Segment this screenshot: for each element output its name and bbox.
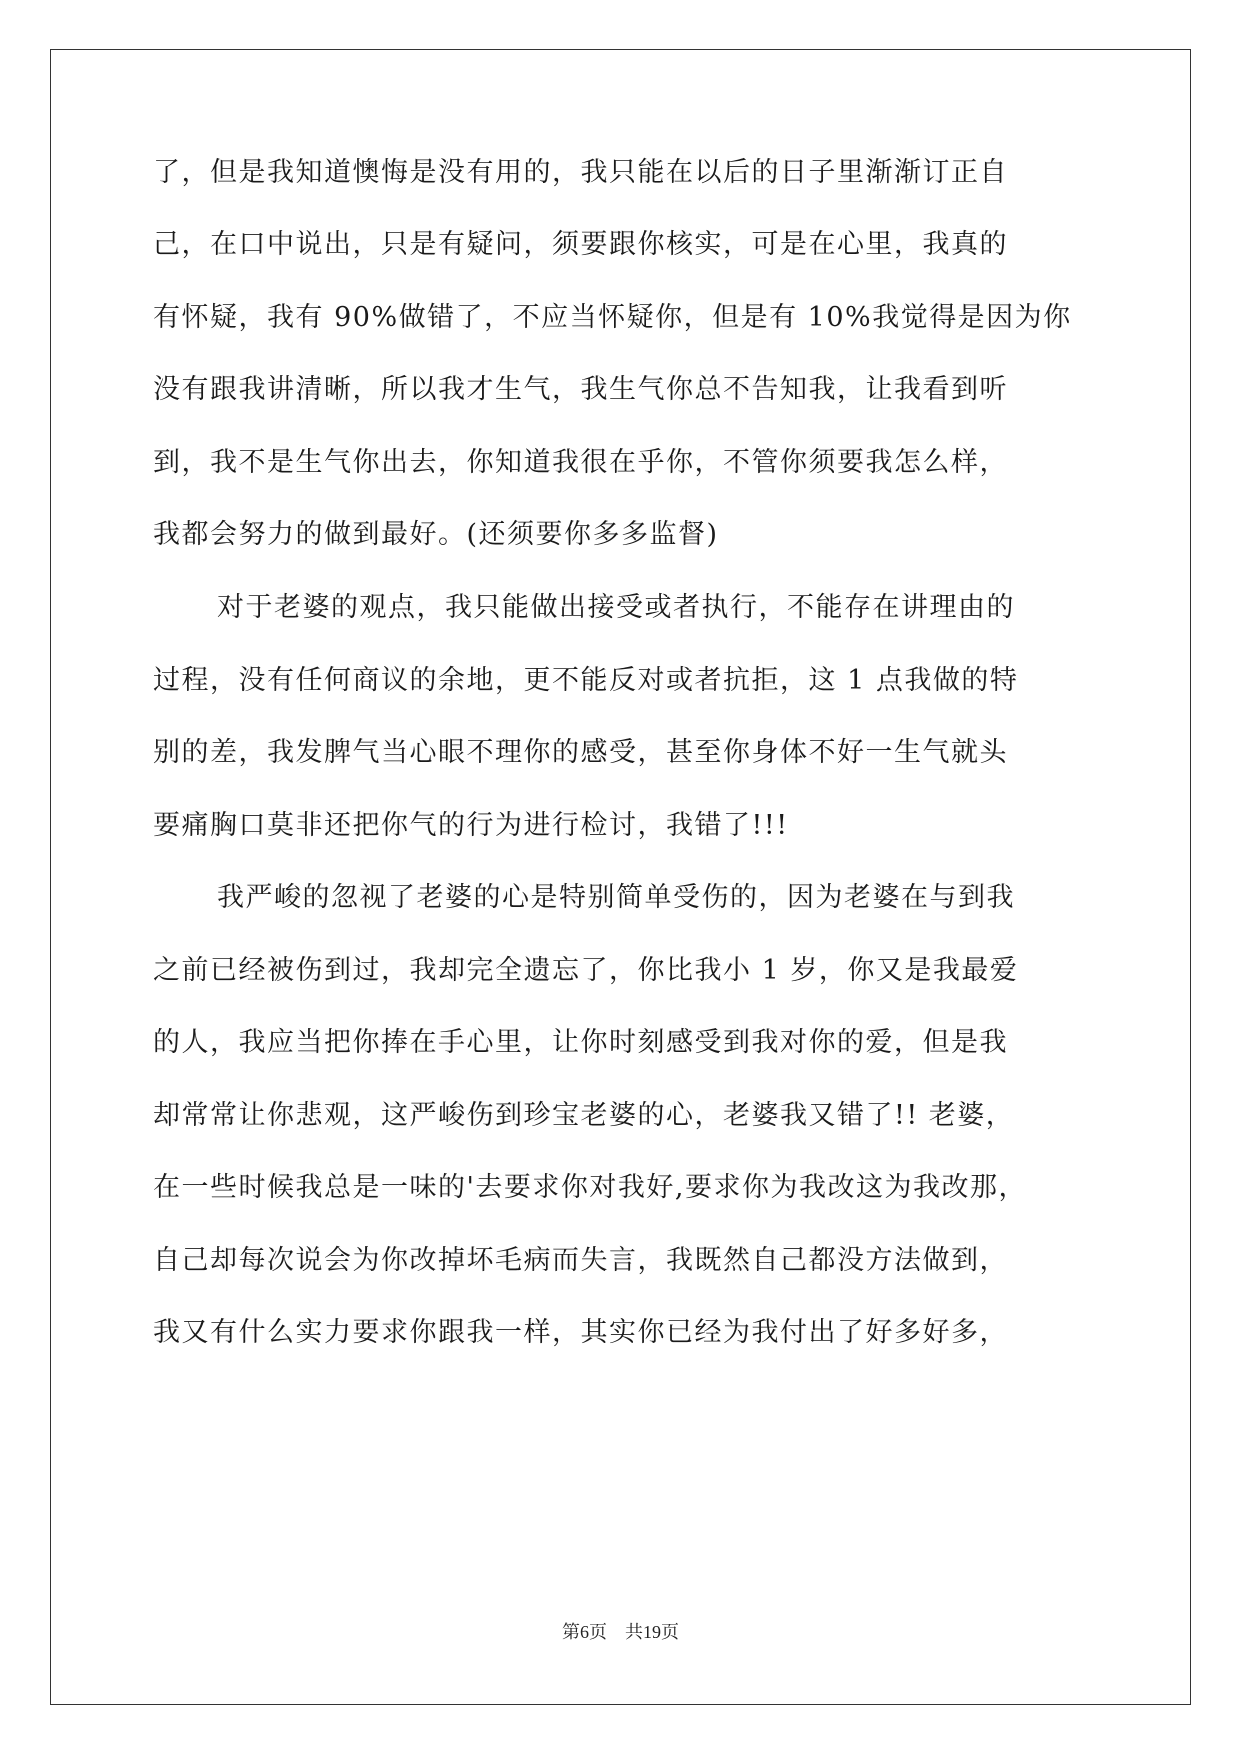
text-line: 在一些时候我总是一味的'去要求你对我好,要求你为我改这为我改那， (153, 1172, 1028, 1203)
text-line: 没有跟我讲清晰，所以我才生气，我生气你总不告知我，让我看到听 (153, 374, 1008, 405)
text-line: 别的差，我发脾气当心眼不理你的感受，甚至你身体不好一生气就头 (153, 737, 1008, 768)
text-line: 了，但是我知道懊悔是没有用的，我只能在以后的日子里渐渐订正自 (153, 157, 1008, 188)
text-line: 到，我不是生气你出去，你知道我很在乎你，不管你须要我怎么样， (153, 447, 1008, 478)
footer-suffix: 页 (661, 1622, 679, 1643)
footer-prefix: 第 (562, 1622, 580, 1643)
text-line: 己，在口中说出，只是有疑问，须要跟你核实，可是在心里，我真的 (153, 229, 1008, 260)
page-footer (0, 1620, 1241, 1645)
footer-total-pages: 19 (643, 1622, 661, 1642)
page-border (50, 49, 1191, 1705)
text-line: 之前已经被伤到过，我却完全遗忘了，你比我小 1 岁，你又是我最爱 (153, 955, 1019, 986)
text-line: 自己却每次说会为你改掉坏毛病而失言，我既然自己都没方法做到， (153, 1245, 1008, 1276)
text-line: 我又有什么实力要求你跟我一样，其实你已经为我付出了好多好多， (153, 1317, 1008, 1348)
footer-mid: 页 共 (589, 1622, 643, 1643)
text-line: 的人，我应当把你捧在手心里，让你时刻感受到我对你的爱，但是我 (153, 1027, 1008, 1058)
text-line: 我都会努力的做到最好。(还须要你多多监督) (153, 519, 719, 550)
text-line: 过程，没有任何商议的余地，更不能反对或者抗拒，这 1 点我做的特 (153, 665, 1019, 696)
text-line: 有怀疑，我有 90%做错了，不应当怀疑你，但是有 10%我觉得是因为你 (153, 302, 1072, 333)
text-line: 却常常让你悲观，这严峻伤到珍宝老婆的心，老婆我又错了!! 老婆， (153, 1100, 1015, 1131)
text-line: 我严峻的忽视了老婆的心是特别简单受伤的，因为老婆在与到我 (217, 882, 1015, 913)
text-line: 对于老婆的观点，我只能做出接受或者执行，不能存在讲理由的 (217, 592, 1015, 623)
footer-page-number: 6 (580, 1622, 589, 1642)
text-line: 要痛胸口莫非还把你气的行为进行检讨，我错了!!! (153, 810, 789, 841)
